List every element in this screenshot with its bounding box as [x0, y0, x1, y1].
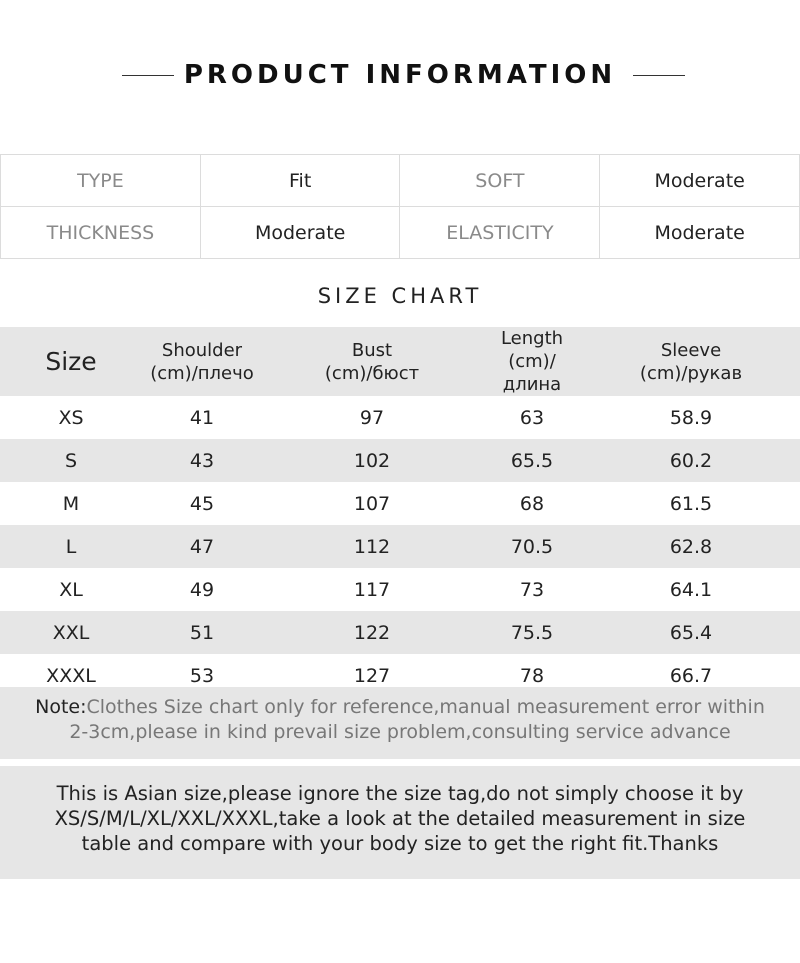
cell-length: 78: [519, 664, 545, 687]
cell-bust: 112: [353, 535, 391, 558]
info-value: Moderate: [200, 207, 400, 259]
cell-length: 75.5: [510, 621, 554, 644]
cell-length: 73: [519, 578, 545, 601]
header-sleeve: [582, 327, 800, 396]
header-length-label: Length: [500, 328, 564, 349]
cell-sleeve: 58.9: [669, 406, 713, 429]
cell-shoulder: 51: [189, 621, 215, 644]
table-row: [0, 568, 800, 611]
header-size: Size: [45, 347, 97, 376]
cell-sleeve: 65.4: [669, 621, 713, 644]
header-shoulder-unit: (cm)/плечо: [150, 362, 254, 384]
cell-size: XL: [59, 578, 83, 601]
table-row: [0, 525, 800, 568]
info-row: [1, 155, 800, 207]
cell-bust: 117: [353, 578, 391, 601]
header-shoulder: [142, 327, 262, 396]
info-value: Moderate: [600, 207, 800, 259]
cell-shoulder: 53: [189, 664, 215, 687]
cell-size: XS: [58, 406, 84, 429]
cell-shoulder: 45: [189, 492, 215, 515]
cell-length: 63: [519, 406, 545, 429]
cell-size: M: [62, 492, 80, 515]
table-row: [0, 439, 800, 482]
cell-length: 70.5: [510, 535, 554, 558]
cell-shoulder: 41: [189, 406, 215, 429]
cell-size: L: [65, 535, 77, 558]
info-value: Moderate: [600, 155, 800, 207]
notice-line-3: table and compare with your body size to get the right fit.Thanks: [81, 832, 719, 855]
section-header: [0, 58, 800, 94]
cell-bust: 107: [353, 492, 391, 515]
table-row: [0, 482, 800, 525]
notice-line-1: This is Asian size,please ignore the size tag,do not simply choose it by: [56, 782, 744, 805]
header-shoulder-label: Shoulder: [161, 339, 243, 361]
info-key: SOFT: [400, 155, 600, 207]
notice-line-2: XS/S/M/L/XL/XXL/XXXL,take a look at the detailed measurement in size: [54, 807, 746, 830]
header-length-unit: (cm)/длина: [502, 351, 562, 395]
cell-sleeve: 66.7: [669, 664, 713, 687]
cell-sleeve: 64.1: [669, 578, 713, 601]
table-row: [0, 396, 800, 439]
cell-shoulder: 49: [189, 578, 215, 601]
cell-shoulder: 47: [189, 535, 215, 558]
cell-shoulder: 43: [189, 449, 215, 472]
header-sleeve-label: Sleeve: [660, 339, 722, 361]
header-bust-unit: (cm)/бюст: [324, 362, 420, 384]
product-info-table: [0, 154, 800, 259]
cell-sleeve: 60.2: [669, 449, 713, 472]
note-text-1: Clothes Size chart only for reference,manual measurement error within: [86, 696, 765, 718]
cell-bust: 97: [359, 406, 385, 429]
cell-size: XXXL: [46, 664, 96, 687]
info-key: THICKNESS: [1, 207, 201, 259]
info-row: [1, 207, 800, 259]
note-line-1: [0, 695, 800, 720]
page-title: PRODUCT INFORMATION: [183, 60, 617, 90]
cell-bust: 102: [353, 449, 391, 472]
size-note: [0, 687, 800, 759]
note-label: Note:: [35, 696, 87, 718]
size-chart-title: SIZE CHART: [317, 284, 483, 308]
header-bust-label: Bust: [351, 339, 393, 361]
info-key: TYPE: [1, 155, 201, 207]
header-divider-right: [633, 75, 685, 76]
info-key: ELASTICITY: [400, 207, 600, 259]
cell-bust: 122: [353, 621, 391, 644]
info-value: Fit: [200, 155, 400, 207]
header-bust: [262, 327, 482, 396]
cell-sleeve: 61.5: [669, 492, 713, 515]
size-chart-header-row: [0, 327, 800, 396]
cell-size: S: [64, 449, 78, 472]
cell-bust: 127: [353, 664, 391, 687]
cell-size: XXL: [52, 621, 90, 644]
cell-length: 68: [519, 492, 545, 515]
header-sleeve-unit: (cm)/рукав: [639, 362, 743, 384]
asian-size-notice: [0, 766, 800, 879]
cell-length: 65.5: [510, 449, 554, 472]
table-row: [0, 611, 800, 654]
size-chart-table: [0, 327, 800, 697]
cell-sleeve: 62.8: [669, 535, 713, 558]
note-text-2: 2-3cm,please in kind prevail size problem,consulting service advance: [69, 721, 731, 743]
header-length: [482, 327, 582, 396]
